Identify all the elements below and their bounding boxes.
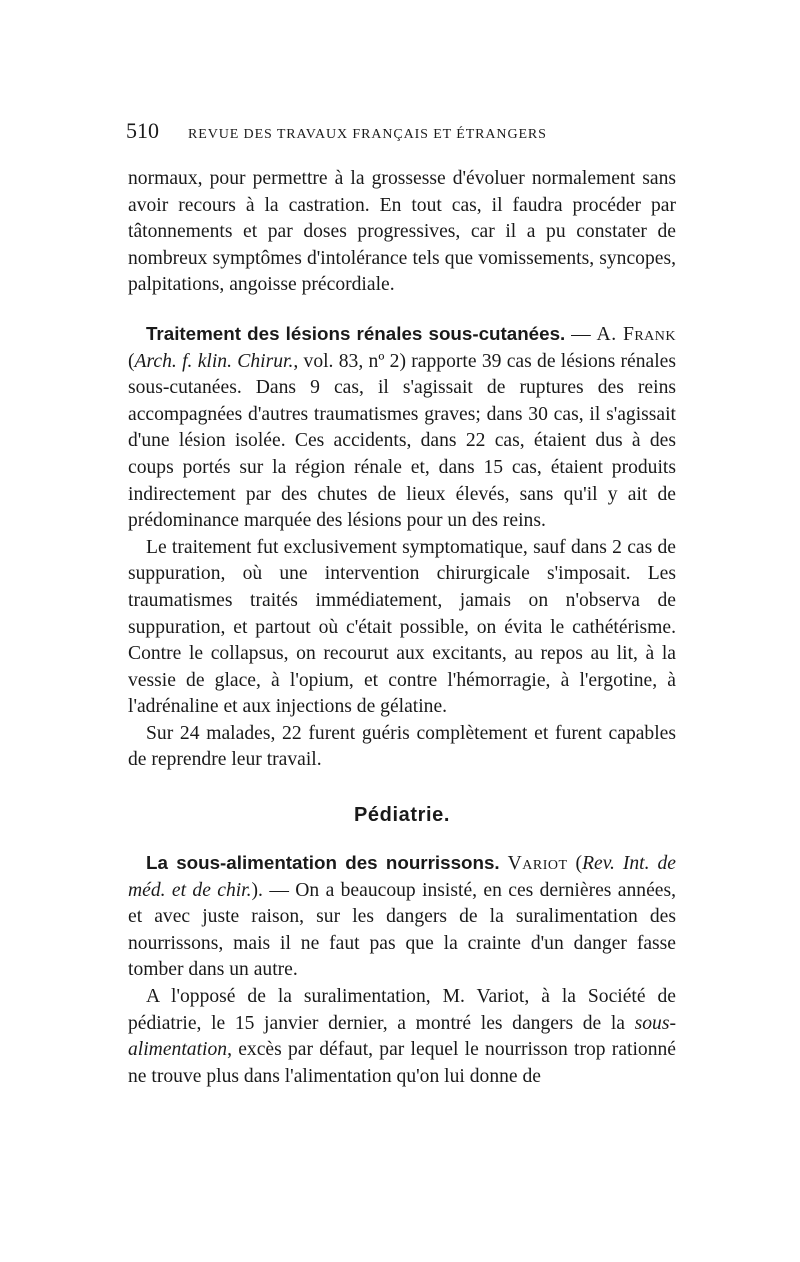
running-header	[126, 118, 676, 144]
page-number: 510	[126, 118, 159, 143]
section-lesions-renales-p2: Le traitement fut exclusivement symptomatique, sauf dans 2 cas de suppuration, où une intervention chirurgicale s'imposait. Les traumatismes traités immédiatement, jamais on n'observa de suppuration, et partout où c'était possible, on évita le cathétérisme. Contre le collapsus, on recourut aux excitants, au repos au lit, à la vessie de glace, à l'opium, et contre l'hémorragie, à l'ergotine, à l'adrénaline et aux injections de gélatine.	[128, 536, 676, 718]
section-sous-alimentation-p2: A l'opposé de la suralimentation, M. Variot, à la Société de pédiatrie, le 15 janvier dernier, a montré les dangers de la sous-alimentation, excès par défaut, par lequel le nourrisson trop rationné ne trouve plus dans l'alimentation qu'on lui donne de	[128, 986, 676, 1087]
article-title: Traitement des lésions rénales sous-cutanées.	[146, 322, 566, 344]
page	[128, 118, 676, 1090]
paragraph-intro: normaux, pour permettre à la grossesse d'évoluer normalement sans avoir recours à la castration. En tout cas, il faudra procéder par tâtonnements et par doses progressives, car il a pu constater de nombreux symptômes d'intolérance tels que vomissements, syncopes, palpitations, angoisse précordiale.	[128, 168, 676, 296]
section-lesions-renales-p3: Sur 24 malades, 22 furent guéris complètement et furent capables de reprendre leur travail.	[128, 722, 676, 771]
journal-reference: Arch. f. klin. Chirur.	[134, 350, 294, 372]
journal-reference: Rev. Int. de méd. et de chir.	[128, 853, 676, 901]
article-author: A. Frank	[596, 323, 677, 345]
section-lesions-renales-p1: Traitement des lésions rénales sous-cutanées. — A. Frank (Arch. f. klin. Chirur., vol. 83, nº 2) rapporte 39 cas de lésions rénales sous-cutanées. Dans 9 cas, il s'agissait de ruptures des reins accompagnées d'autres traumatismes graves; dans 30 cas, il s'agissait d'une lésion isolée. Ces accidents, dans 22 cas, étaient dus à des coups portés sur la région rénale et, dans 15 cas, étaient produits indirectement par des chutes de lieux élevés, sans qu'il y ait de prédominance marquée des lésions pour un des reins.	[128, 322, 677, 532]
article-author: Variot	[507, 853, 568, 875]
emphasis-term: sous-alimentation	[128, 1012, 676, 1061]
section-heading-pediatrie: Pédiatrie.	[353, 804, 451, 827]
article-title: La sous-alimentation des nourrissons.	[146, 852, 500, 874]
section-sous-alimentation-p1: La sous-alimentation des nourrissons. Variot (Rev. Int. de méd. et de chir.). — On a beaucoup insisté, en ces dernières années, et avec juste raison, sur les dangers de la suralimentation des nourrissons, mais il ne faut pas que la crainte d'un danger fasse tomber dans un autre.	[128, 852, 676, 981]
running-title: REVUE DES TRAVAUX FRANÇAIS ET ÉTRANGERS	[188, 127, 547, 142]
